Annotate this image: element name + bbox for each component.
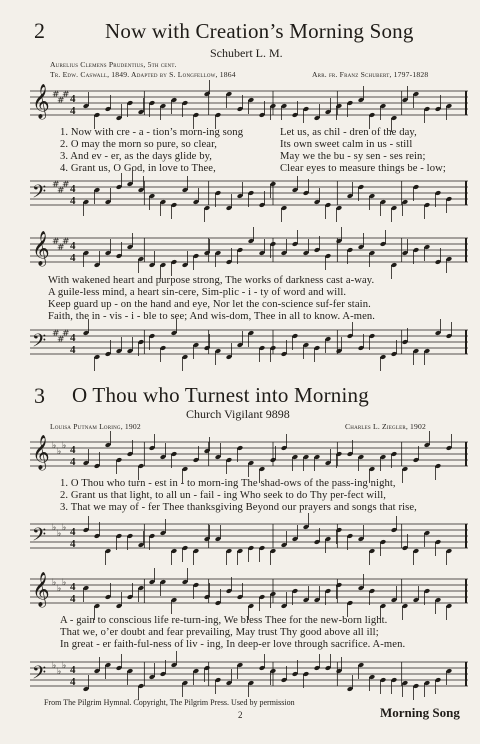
svg-text:♭: ♭ [52,578,57,588]
music-staff [30,568,468,614]
music-staff [30,322,468,362]
svg-text:#: # [57,96,65,106]
svg-text:4: 4 [70,252,76,264]
svg-text:♭: ♭ [52,661,57,671]
svg-text:♭: ♭ [57,447,62,457]
svg-text:♭: ♭ [52,523,57,533]
svg-text:4: 4 [70,581,76,593]
svg-text:4: 4 [70,456,76,468]
verse-line: A guile-less mind, a heart sin-cere, Sim-plic - i - ty of word and will. [48,287,347,298]
svg-text:4: 4 [70,664,76,676]
svg-text:♭: ♭ [62,661,67,671]
tune-name: Church Vigilant 9898 [186,407,290,421]
author-credit: Louisa Putnam Loring, 1902 [50,422,141,431]
svg-text:♭: ♭ [57,667,62,677]
svg-text:4: 4 [70,332,76,344]
svg-text:4: 4 [70,240,76,252]
svg-text:4: 4 [70,195,76,207]
verse-line: Keep guard up - on the hand and eye, Nor let the con-science suf-fer stain. [48,299,371,310]
svg-text:#: # [57,243,65,253]
svg-text:♭: ♭ [62,578,67,588]
svg-text:𝄢: 𝄢 [32,182,47,207]
verse-line: May we the bu - sy sen - ses rein; [280,151,426,162]
svg-text:4: 4 [70,105,76,117]
hymn-number: 3 [34,383,45,408]
verse-line: 2. O may the morn so pure, so clear, [60,139,218,150]
verse-line: 4. Grant us, O God, in love to Thee, [60,163,216,174]
music-staff [30,432,468,476]
svg-text:#: # [62,180,70,190]
verse-line: 1. O Thou who turn - est in - to morn-ing The shad-ows of the pass-ing night, [60,478,396,489]
svg-text:♭: ♭ [57,584,62,594]
svg-text:𝄞: 𝄞 [32,435,50,470]
verse-line: That we, o’er doubt and fear prevailing, May trust Thy good above all ill; [60,627,379,638]
svg-text:4: 4 [70,444,76,456]
svg-text:♭: ♭ [62,523,67,533]
composer-credit: Arr. fr. Franz Schubert, 1797-1828 [312,70,429,79]
hymn-title: O Thou who Turnest into Morning [72,383,369,407]
svg-text:4: 4 [70,593,76,605]
verse-line: Faith, the in - vis - i - ble to see; And wis-dom, Thee in all to know. A-men. [48,311,376,322]
running-title: Morning Song [380,705,460,720]
svg-text:𝄞: 𝄞 [32,231,50,266]
svg-text:𝄞: 𝄞 [32,84,50,119]
svg-text:4: 4 [70,93,76,105]
svg-text:#: # [62,237,70,247]
svg-text:#: # [57,335,65,345]
tune-name: Schubert L. M. [210,46,283,60]
verse-line: 1. Now with cre - a - tion’s morn-ing song [60,127,244,138]
verse-line: With wakened heart and purpose strong, The works of darkness cast a-way. [48,275,375,286]
svg-text:#: # [57,186,65,196]
svg-text:𝄢: 𝄢 [32,331,47,356]
verse-line: 3. And ev - er, as the days glide by, [60,151,213,162]
music-staff [30,226,468,274]
svg-text:4: 4 [70,526,76,538]
svg-text:#: # [52,90,60,100]
svg-text:𝄞: 𝄞 [32,572,50,607]
verse-line: Its own sweet calm in us - still [280,139,413,150]
copyright-note: From The Pilgrim Hymnal. Copyright, The Pilgrim Press. Used by permission [44,698,295,707]
svg-text:#: # [62,90,70,100]
verse-line: A - gain to conscious life re-turn-ing, We bless Thee for the new-born light. [60,615,388,626]
verse-line: Clear eyes to measure things be - low; [280,163,446,174]
svg-text:4: 4 [70,183,76,195]
svg-text:4: 4 [70,344,76,356]
hymn-number: 2 [34,18,45,43]
svg-text:♭: ♭ [62,441,67,451]
verse-line: 2. Grant us that light, to all un - fail - ing Who seek to do Thy per-fect will, [60,490,387,501]
music-staff [30,652,468,696]
svg-text:𝄢: 𝄢 [32,663,47,688]
svg-text:♭: ♭ [52,441,57,451]
svg-text:♭: ♭ [57,529,62,539]
verse-line: 3. That we may of - fer Thee thanksgiving Beyond our prayers and songs that rise, [60,502,417,513]
translator-credit: Tr. Edw. Caswall, 1849. Adapted by S. Longfellow, 1864 [50,70,236,79]
svg-text:#: # [52,329,60,339]
svg-text:#: # [52,237,60,247]
music-staff [30,80,468,125]
author-credit: Aurelius Clemens Prudentius, 5th cent. [50,60,177,69]
composer-credit: Charles L. Ziegler, 1902 [345,422,427,431]
page-number: 2 [238,710,243,720]
svg-text:#: # [52,180,60,190]
hymn-title: Now with Creation’s Morning Song [105,19,414,43]
music-staff [30,172,468,214]
music-staff [30,514,468,558]
svg-text:𝄢: 𝄢 [32,525,47,550]
svg-text:4: 4 [70,676,76,688]
svg-text:4: 4 [70,538,76,550]
verse-line: Let us, as chil - dren of the day, [280,127,417,138]
svg-text:#: # [62,329,70,339]
verse-line: In great - er faith-ful-ness of liv - ing, In deep-er love through sacrifice. A-men. [60,639,406,650]
